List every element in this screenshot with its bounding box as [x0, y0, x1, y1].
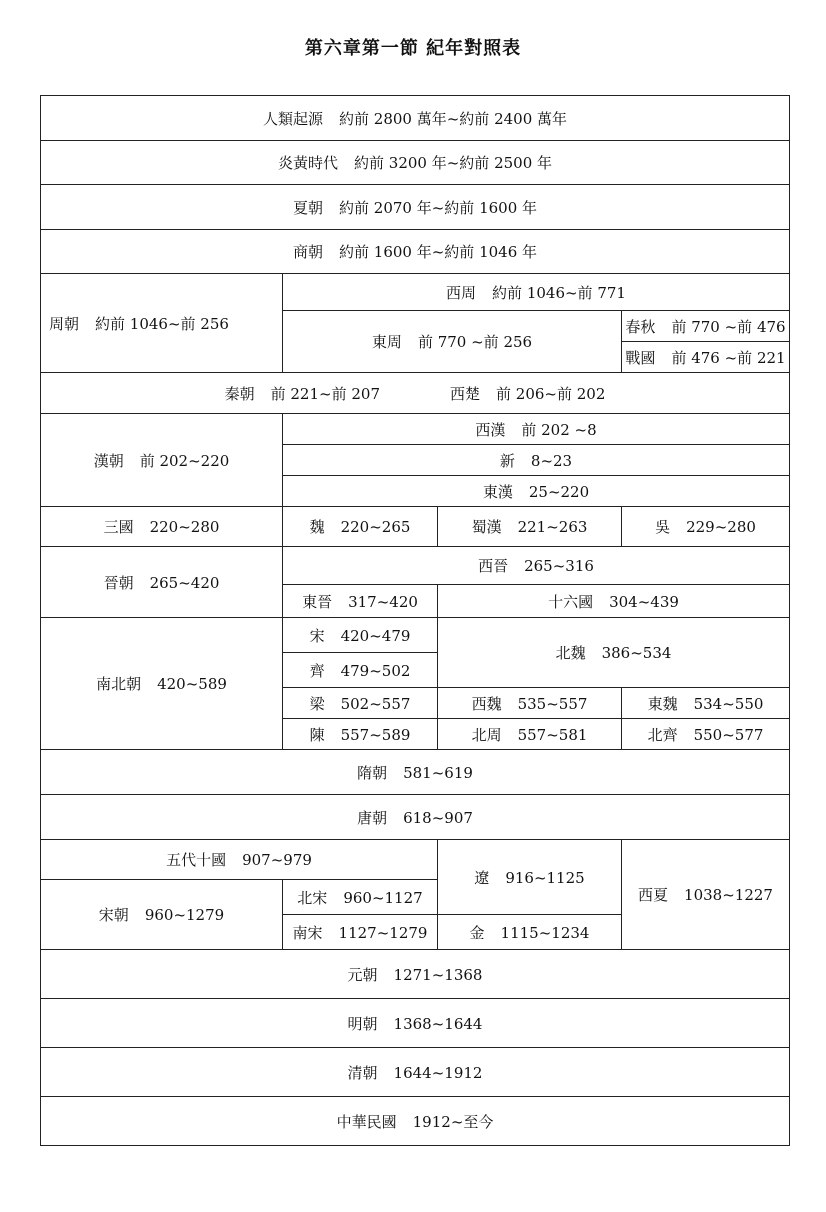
era-period: 220~280 — [149, 518, 220, 536]
era-period: 535~557 — [517, 694, 588, 713]
row-renlei — [41, 96, 790, 141]
era-period: 479~502 — [340, 661, 411, 680]
era-period: 1271~1368 — [393, 965, 483, 984]
cell-sui — [41, 750, 790, 795]
cell-shang — [41, 230, 790, 274]
era-period: 534~550 — [693, 694, 764, 713]
era-name: 梁 — [309, 694, 325, 713]
era-period: 265~420 — [149, 573, 220, 592]
era-name: 東魏 — [647, 694, 678, 713]
cell-donghan — [283, 476, 790, 507]
era-name: 春秋 — [625, 317, 656, 336]
cell-xihan — [283, 414, 790, 445]
cell-qin — [41, 373, 790, 414]
cell-jin — [41, 547, 283, 618]
era-period: 557~581 — [517, 725, 588, 744]
era-name: 陳 — [309, 725, 325, 744]
row-han-1 — [41, 414, 790, 445]
cell-chunqiu — [622, 311, 790, 342]
era-name: 漢朝 — [93, 451, 124, 470]
cell-zhanguo — [622, 342, 790, 373]
era-period: 960~1279 — [144, 906, 225, 924]
cell-sanguo — [41, 507, 283, 547]
era-period: 916~1125 — [505, 868, 585, 887]
cell-beisong — [283, 880, 438, 915]
era-name: 唐朝 — [357, 808, 388, 827]
chronology-table — [40, 95, 790, 1146]
cell-beiwei — [438, 618, 790, 688]
cell-roc — [41, 1097, 790, 1146]
cell-nan-song — [283, 618, 438, 653]
era-period: 1912~至今 — [412, 1112, 494, 1131]
cell-chen — [283, 719, 438, 750]
era-name: 清朝 — [347, 1063, 378, 1082]
era-period: 前 770 ~前 476 — [671, 317, 786, 336]
row-song-1 — [41, 840, 790, 880]
cell-dongzhou — [283, 311, 622, 373]
era-period: 約前 1600 年~約前 1046 年 — [339, 243, 538, 261]
era-period: 約前 1046~前 256 — [95, 314, 229, 333]
era-period: 約前 3200 年~約前 2500 年 — [354, 154, 553, 172]
row-xia — [41, 185, 790, 230]
era-name: 遼 — [474, 868, 490, 887]
era-name: 新 — [499, 451, 515, 470]
cell-wudai — [41, 840, 438, 880]
cell-shiliuguo — [438, 585, 790, 618]
era-name: 南北朝 — [96, 675, 142, 693]
era-period: 581~619 — [403, 763, 473, 782]
cell-jurchen-jin — [438, 915, 622, 950]
cell-xixia — [622, 840, 790, 950]
era-name: 蜀漢 — [471, 518, 502, 536]
era-name: 商朝 — [293, 243, 324, 261]
row-tang — [41, 795, 790, 840]
era-name: 元朝 — [347, 965, 378, 984]
cell-han — [41, 414, 283, 507]
cell-xin — [283, 445, 790, 476]
era-name: 晉朝 — [103, 573, 134, 592]
row-jin-1 — [41, 547, 790, 585]
cell-zhou — [41, 274, 283, 373]
era-period: 1644~1912 — [393, 1063, 483, 1082]
cell-wu — [622, 507, 790, 547]
row-qing — [41, 1048, 790, 1097]
era-name: 西漢 — [475, 420, 506, 439]
era-name: 西夏 — [638, 886, 669, 904]
era-name: 北齊 — [647, 725, 678, 744]
row-sanguo — [41, 507, 790, 547]
cell-yanhuang — [41, 141, 790, 185]
row-nanbei-1 — [41, 618, 790, 653]
era-name: 十六國 — [548, 592, 594, 611]
row-qin — [41, 373, 790, 414]
era-name: 周朝 — [49, 314, 80, 333]
era-period: 220~265 — [340, 518, 411, 536]
era-period: 前 221~前 207 — [270, 384, 380, 403]
era-name: 西晉 — [478, 557, 509, 575]
era-name: 齊 — [309, 661, 325, 680]
row-ming — [41, 999, 790, 1048]
era-period: 1368~1644 — [393, 1014, 483, 1033]
era-period: 約前 2800 萬年~約前 2400 萬年 — [339, 109, 568, 128]
cell-xia — [41, 185, 790, 230]
era-name: 南宋 — [292, 923, 323, 942]
era-period: 386~534 — [601, 644, 672, 662]
era-period: 約前 1046~前 771 — [492, 283, 626, 302]
row-yuan — [41, 950, 790, 999]
cell-xijin — [283, 547, 790, 585]
era-name: 東漢 — [482, 482, 513, 501]
era-name: 五代十國 — [166, 851, 227, 869]
era-period: 557~589 — [340, 725, 411, 744]
era-name: 北宋 — [297, 888, 328, 907]
cell-dongjin — [283, 585, 438, 618]
era-name: 中華民國 — [336, 1112, 397, 1131]
era-period: 907~979 — [242, 851, 312, 869]
era-name: 宋 — [309, 626, 325, 645]
era-name: 宋朝 — [98, 906, 129, 924]
row-zhou-1 — [41, 274, 790, 311]
era-period: 550~577 — [693, 725, 764, 744]
era-period: 前 206~前 202 — [496, 384, 606, 403]
era-period: 前 202 ~8 — [521, 420, 597, 439]
row-shang — [41, 230, 790, 274]
cell-qing — [41, 1048, 790, 1097]
era-period: 618~907 — [403, 808, 473, 827]
cell-song — [41, 880, 283, 950]
era-name: 金 — [469, 923, 485, 942]
era-name: 夏朝 — [293, 198, 324, 217]
cell-yuan — [41, 950, 790, 999]
era-period: 502~557 — [340, 694, 411, 713]
cell-dongwei — [622, 688, 790, 719]
row-yanhuang — [41, 141, 790, 185]
era-period: 420~589 — [157, 675, 227, 693]
era-period: 960~1127 — [343, 888, 423, 907]
era-name: 東晉 — [302, 592, 333, 611]
era-period: 約前 2070 年~約前 1600 年 — [339, 198, 538, 217]
cell-shuhan — [438, 507, 622, 547]
era-period: 前 770 ~前 256 — [417, 333, 533, 351]
era-name: 魏 — [309, 518, 325, 536]
cell-xizhou — [283, 274, 790, 311]
cell-nansong — [283, 915, 438, 950]
era-period: 1127~1279 — [338, 923, 428, 942]
era-period: 1115~1234 — [500, 923, 590, 942]
era-name: 西周 — [446, 283, 477, 302]
era-period: 1038~1227 — [684, 886, 773, 904]
cell-wei — [283, 507, 438, 547]
cell-ming — [41, 999, 790, 1048]
era-name: 明朝 — [347, 1014, 378, 1033]
era-name: 吳 — [655, 518, 671, 536]
cell-nan-qi — [283, 653, 438, 688]
era-period: 265~316 — [524, 557, 594, 575]
cell-nanbei — [41, 618, 283, 750]
cell-beiqi — [622, 719, 790, 750]
era-name: 秦朝 — [224, 384, 255, 403]
era-period: 221~263 — [517, 518, 588, 536]
cell-xiwei — [438, 688, 622, 719]
era-name: 炎黃時代 — [278, 154, 339, 172]
era-name: 戰國 — [625, 348, 656, 367]
era-period: 8~23 — [530, 451, 573, 470]
era-name: 人類起源 — [263, 109, 324, 128]
era-period: 229~280 — [686, 518, 756, 536]
cell-renlei — [41, 96, 790, 141]
era-period: 317~420 — [348, 592, 418, 611]
era-name: 北周 — [471, 725, 502, 744]
era-period: 25~220 — [528, 482, 590, 501]
era-period: 前 202~220 — [139, 451, 230, 470]
cell-tang — [41, 795, 790, 840]
era-name: 西楚 — [450, 384, 481, 403]
cell-liao — [438, 840, 622, 915]
era-name: 隋朝 — [357, 763, 388, 782]
cell-beizhou — [438, 719, 622, 750]
cell-liang — [283, 688, 438, 719]
era-name: 西魏 — [471, 694, 502, 713]
era-name: 東周 — [371, 333, 402, 351]
page-title: 第六章第一節 紀年對照表 — [304, 38, 522, 59]
era-period: 前 476 ~前 221 — [671, 348, 786, 367]
era-period: 304~439 — [609, 592, 679, 611]
era-period: 420~479 — [340, 626, 411, 645]
era-name: 北魏 — [555, 644, 586, 662]
row-roc — [41, 1097, 790, 1146]
era-name: 三國 — [103, 518, 134, 536]
row-sui — [41, 750, 790, 795]
